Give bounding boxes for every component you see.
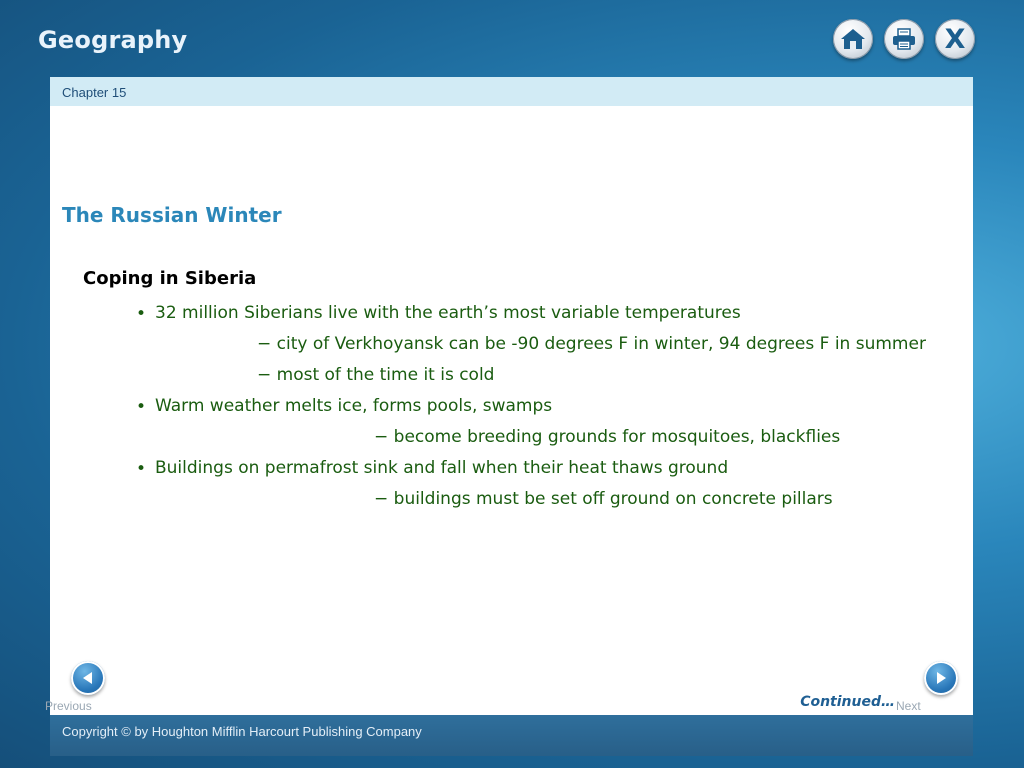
copyright-text: Copyright © by Houghton Mifflin Harcourt Publishing Company [62, 724, 422, 739]
sub-item: − become breeding grounds for mosquitoes, blackflies [374, 427, 841, 447]
footer-bar [50, 715, 973, 756]
next-label[interactable]: Next [896, 699, 921, 713]
previous-label[interactable]: Previous [45, 699, 92, 713]
bullet-dot: • [136, 304, 147, 324]
home-button[interactable] [833, 19, 873, 59]
close-icon: X [944, 23, 966, 55]
app-title: Geography [38, 26, 188, 54]
sub-item: − buildings must be set off ground on concrete pillars [374, 489, 833, 509]
content-panel [50, 77, 973, 715]
bullet-item: Buildings on permafrost sink and fall when their heat thaws ground [155, 458, 729, 478]
next-button[interactable] [924, 661, 958, 695]
chapter-bar [50, 77, 973, 106]
chapter-label: Chapter 15 [62, 85, 127, 100]
sub-item: − most of the time it is cold [257, 365, 495, 385]
continued-label: Continued… [800, 694, 895, 710]
arrow-left-icon [80, 670, 96, 686]
bullet-item: 32 million Siberians live with the earth’s most variable temperatures [155, 303, 741, 323]
sub-item: − city of Verkhoyansk can be -90 degrees F in winter, 94 degrees F in summer [257, 334, 926, 354]
bullet-item: Warm weather melts ice, forms pools, swamps [155, 396, 553, 416]
bullet-dot: • [136, 397, 147, 417]
close-button[interactable] [935, 19, 975, 59]
slide-title: The Russian Winter [62, 203, 282, 227]
print-button[interactable] [884, 19, 924, 59]
previous-button[interactable] [71, 661, 105, 695]
arrow-right-icon [933, 670, 949, 686]
printer-icon [891, 27, 917, 51]
bullet-dot: • [136, 459, 147, 479]
section-heading: Coping in Siberia [83, 268, 257, 289]
home-icon [840, 27, 866, 51]
